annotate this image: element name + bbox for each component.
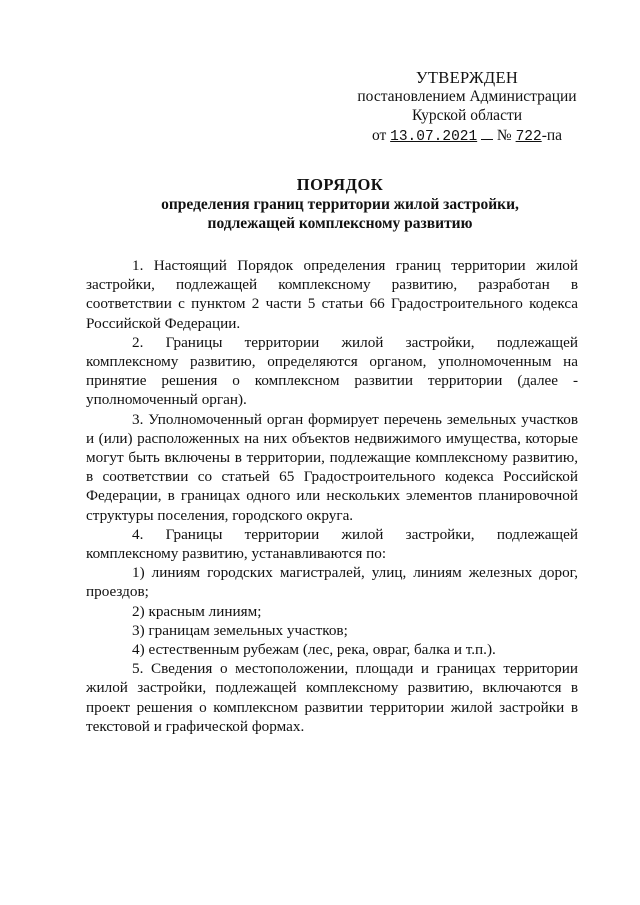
decree-number-suffix: -па: [541, 127, 563, 144]
paragraph-2: 2. Границы территории жилой застройки, подлежащей комплексному развитию, определяются органом, уполномоченным на принятие решения о комплексном развитии территории (далее - уполномоченный орган).: [86, 333, 578, 409]
number-label: №: [496, 127, 512, 144]
list-item-4: 4) естественным рубежам (лес, река, овраг, балка и т.п.).: [132, 641, 496, 659]
approval-stamp: [352, 68, 582, 147]
from-label: от: [371, 127, 387, 144]
list-item-3: 3) границам земельных участков;: [132, 621, 348, 639]
list-item-1: 1) линиям городских магистралей, улиц, линиям железных дорог, проездов;: [86, 564, 578, 601]
document-title: ПОРЯДОК: [296, 175, 384, 194]
document-body: [86, 256, 578, 736]
list-item-2: 2) красным линиям;: [132, 602, 262, 620]
approval-line-issuer: постановлением Администрации: [357, 88, 577, 105]
paragraph-4: 4. Границы территории жилой застройки, подлежащей комплексному развитию, устанавливаются по:: [86, 525, 578, 563]
document-subtitle-line-1: определения границ территории жилой застройки,: [161, 196, 519, 213]
document-subtitle-line-2: подлежащей комплексному развитию: [207, 215, 473, 232]
decree-number: 722: [515, 129, 542, 145]
date-underline-gap: [481, 127, 493, 140]
paragraph-5: 5. Сведения о местоположении, площади и границах территории жилой застройки, подлежащей комплексному развитию, включаются в проект решения о комплексном развитии территории жилой застройки в текстовой и графической формах.: [86, 660, 578, 735]
decree-date: 13.07.2021: [390, 129, 478, 145]
document-heading: [80, 175, 600, 233]
approved-heading: УТВЕРЖДЕН: [415, 68, 519, 87]
approval-date-line: [352, 126, 582, 147]
approval-line-region: Курской области: [411, 107, 523, 124]
paragraph-1: 1. Настоящий Порядок определения границ территории жилой застройки, подлежащей комплексному развитию, разработан в соответствии с пунктом 2 части 5 статьи 66 Градостроительного кодекса Российской Федерации.: [86, 257, 578, 332]
paragraph-3: 3. Уполномоченный орган формирует перечень земельных участков и (или) расположенных на них объектов недвижимого имущества, которые могут быть включены в территории, подлежащие комплексному развитию, в соответствии со статьей 65 Градостроительного кодекса Российской Федерации, в границах одного или нескольких элементов планировочной структуры поселения, городского округа.: [86, 410, 578, 524]
